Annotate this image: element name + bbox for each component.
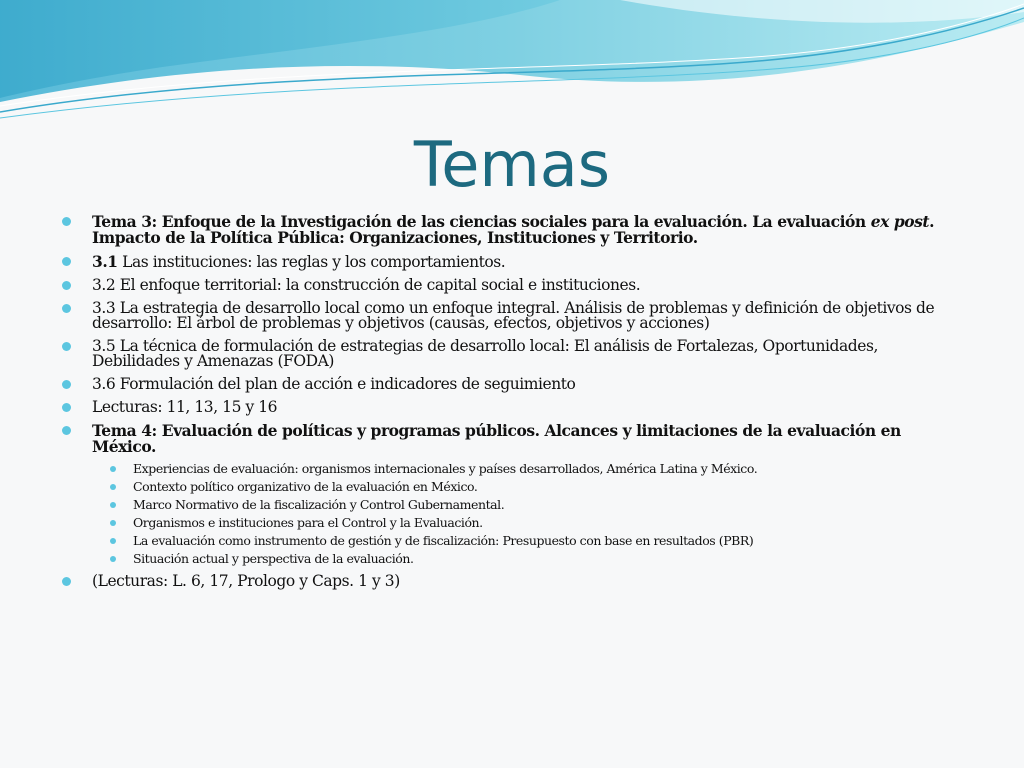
list-item <box>60 339 965 369</box>
slide-title: Temas <box>413 128 611 201</box>
list-item <box>60 574 965 589</box>
item-text: Tema 3: Enfoque de la Investigación de las ciencias sociales para la evaluación. La evaluación <box>92 212 871 231</box>
list-item <box>60 278 965 293</box>
bullet-icon <box>110 466 116 472</box>
header-wave-decoration <box>0 0 1024 130</box>
list-item <box>60 254 965 270</box>
item-text: 3.6 Formulación del plan de acción e indicadores de seguimiento <box>92 375 576 393</box>
bullet-icon <box>110 556 116 562</box>
bullet-icon <box>62 426 71 435</box>
list-item <box>60 214 965 246</box>
sub-list-item <box>60 461 965 476</box>
bullet-icon <box>62 403 71 412</box>
sub-list-item <box>60 479 965 494</box>
sub-item-text: Organismos e instituciones para el Control y la Evaluación. <box>133 515 483 530</box>
bullet-icon <box>62 257 71 266</box>
bullet-icon <box>62 217 71 226</box>
item-text: 3.3 La estrategia de desarrollo local como un enfoque integral. Análisis de problemas y definición de objetivos de desarrollo: El árbol de problemas y objetivos (causas, efectos, objetivos y acciones) <box>92 299 935 332</box>
sub-item-text: Marco Normativo de la fiscalización y Control Gubernamental. <box>133 497 505 512</box>
bullet-icon <box>110 484 116 490</box>
list-item <box>60 301 965 331</box>
sub-list-item <box>60 533 965 548</box>
item-text: Tema 4: Evaluación de políticas y programas públicos. Alcances y limitaciones de la evaluación en México. <box>92 421 901 456</box>
item-text: (Lecturas: L. 6, 17, Prologo y Caps. 1 y 3) <box>92 572 400 590</box>
item-text: 3.2 El enfoque territorial: la construcción de capital social e instituciones. <box>92 276 641 294</box>
sub-item-text: La evaluación como instrumento de gestión y de fiscalización: Presupuesto con base en resultados (PBR) <box>133 533 754 548</box>
list-item <box>60 377 965 392</box>
item-text: 3.5 La técnica de formulación de estrategias de desarrollo local: El análisis de Fortalezas, Oportunidades, Debilidades y Amenazas (FODA) <box>92 337 878 370</box>
topic-list <box>60 214 965 597</box>
item-text: . Impacto de la Política Pública: Organizaciones, Instituciones y Territorio. <box>92 212 935 247</box>
bullet-icon <box>62 380 71 389</box>
bullet-icon <box>62 304 71 313</box>
item-text: Las instituciones: las reglas y los comportamientos. <box>117 253 506 271</box>
bullet-icon <box>62 281 71 290</box>
sub-item-text: Situación actual y perspectiva de la evaluación. <box>133 551 414 566</box>
bullet-icon <box>110 538 116 544</box>
list-item <box>60 423 965 455</box>
sub-list-item <box>60 551 965 566</box>
item-text: Lecturas: 11, 13, 15 y 16 <box>92 398 278 416</box>
bullet-icon <box>110 520 116 526</box>
item-number: 3.1 <box>92 252 118 271</box>
bullet-icon <box>62 342 71 351</box>
list-item <box>60 400 965 415</box>
item-text-italic: ex post <box>870 212 930 231</box>
sub-list <box>60 461 965 566</box>
sub-item-text: Experiencias de evaluación: organismos internacionales y países desarrollados, América Latina y México. <box>133 461 758 476</box>
bullet-icon <box>110 502 116 508</box>
sub-item-text: Contexto político organizativo de la evaluación en México. <box>133 479 478 494</box>
bullet-icon <box>62 577 71 586</box>
sub-list-item <box>60 515 965 530</box>
sub-list-item <box>60 497 965 512</box>
